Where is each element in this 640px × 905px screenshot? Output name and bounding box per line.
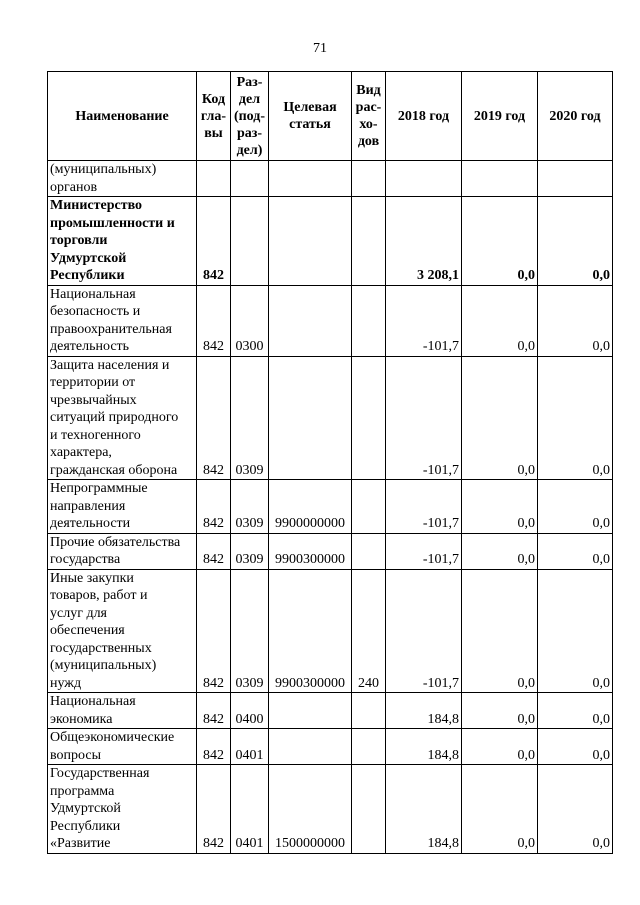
- row-2019: 0,0: [462, 197, 538, 286]
- table-row: [48, 693, 613, 729]
- row-name: Защита населения и территории от чрезвычайных ситуаций природного и техногенного характера, гражданская оборона: [48, 356, 197, 480]
- row-target: 9900000000: [269, 480, 352, 534]
- row-name: Министерство промышленности и торговли Удмуртской Республики: [48, 197, 197, 286]
- row-2019: 0,0: [462, 285, 538, 356]
- row-target: [269, 356, 352, 480]
- row-target: 9900300000: [269, 569, 352, 693]
- row-2018: 184,8: [386, 693, 462, 729]
- row-section: 0300: [231, 285, 269, 356]
- row-name: Национальная экономика: [48, 693, 197, 729]
- table-header-row: [48, 72, 613, 161]
- row-2020: 0,0: [538, 729, 613, 765]
- row-kind: [352, 480, 386, 534]
- row-code: 842: [197, 765, 231, 854]
- header-2019: 2019 год: [462, 72, 538, 161]
- header-name: Наименование: [48, 72, 197, 161]
- row-target: 1500000000: [269, 765, 352, 854]
- row-name: Непрограммные направления деятельности: [48, 480, 197, 534]
- header-kind: Вид рас- хо- дов: [352, 72, 386, 161]
- table-row: [48, 356, 613, 480]
- row-kind: 240: [352, 569, 386, 693]
- row-2018: 184,8: [386, 729, 462, 765]
- row-name: Общеэкономические вопросы: [48, 729, 197, 765]
- row-code: 842: [197, 285, 231, 356]
- row-section: 0309: [231, 356, 269, 480]
- row-2018: 184,8: [386, 765, 462, 854]
- row-kind: [352, 765, 386, 854]
- row-code: 842: [197, 729, 231, 765]
- row-kind: [352, 197, 386, 286]
- row-name: Прочие обязательства государства: [48, 533, 197, 569]
- row-code: 842: [197, 356, 231, 480]
- row-kind: [352, 356, 386, 480]
- row-2020: 0,0: [538, 533, 613, 569]
- row-2020: 0,0: [538, 197, 613, 286]
- table-row: [48, 729, 613, 765]
- row-2019: 0,0: [462, 569, 538, 693]
- header-2018: 2018 год: [386, 72, 462, 161]
- row-2018: -101,7: [386, 480, 462, 534]
- row-2020: [538, 161, 613, 197]
- row-code: 842: [197, 197, 231, 286]
- row-code: 842: [197, 693, 231, 729]
- row-target: [269, 197, 352, 286]
- table-row: [48, 285, 613, 356]
- row-name: Национальная безопасность и правоохранительная деятельность: [48, 285, 197, 356]
- row-target: 9900300000: [269, 533, 352, 569]
- row-code: [197, 161, 231, 197]
- row-2020: 0,0: [538, 356, 613, 480]
- row-kind: [352, 729, 386, 765]
- row-section: 0309: [231, 533, 269, 569]
- row-section: 0401: [231, 729, 269, 765]
- row-2020: 0,0: [538, 693, 613, 729]
- row-2019: 0,0: [462, 729, 538, 765]
- table-row: [48, 161, 613, 197]
- row-2018: -101,7: [386, 285, 462, 356]
- row-section: 0309: [231, 480, 269, 534]
- row-2019: 0,0: [462, 693, 538, 729]
- row-2019: 0,0: [462, 533, 538, 569]
- header-target: Целевая статья: [269, 72, 352, 161]
- row-2018: 3 208,1: [386, 197, 462, 286]
- row-kind: [352, 285, 386, 356]
- row-2018: -101,7: [386, 356, 462, 480]
- row-2020: 0,0: [538, 569, 613, 693]
- table-row: [48, 533, 613, 569]
- row-section: 0401: [231, 765, 269, 854]
- table-row: [48, 765, 613, 854]
- row-2019: [462, 161, 538, 197]
- row-2019: 0,0: [462, 356, 538, 480]
- row-2020: 0,0: [538, 765, 613, 854]
- row-section: [231, 197, 269, 286]
- row-target: [269, 693, 352, 729]
- row-section: 0400: [231, 693, 269, 729]
- row-target: [269, 729, 352, 765]
- row-2019: 0,0: [462, 765, 538, 854]
- row-name: (муниципальных) органов: [48, 161, 197, 197]
- row-code: 842: [197, 480, 231, 534]
- header-section: Раз- дел (под- раз- дел): [231, 72, 269, 161]
- row-kind: [352, 533, 386, 569]
- row-name: Иные закупки товаров, работ и услуг для обеспечения государственных (муниципальных) нужд: [48, 569, 197, 693]
- table-row: [48, 569, 613, 693]
- row-code: 842: [197, 533, 231, 569]
- header-2020: 2020 год: [538, 72, 613, 161]
- row-kind: [352, 693, 386, 729]
- row-2018: -101,7: [386, 569, 462, 693]
- row-2020: 0,0: [538, 480, 613, 534]
- page-number: 71: [313, 41, 327, 56]
- row-target: [269, 161, 352, 197]
- row-name: Государственная программа Удмуртской Республики «Развитие: [48, 765, 197, 854]
- row-2019: 0,0: [462, 480, 538, 534]
- budget-table: [47, 71, 613, 854]
- row-2018: -101,7: [386, 533, 462, 569]
- row-code: 842: [197, 569, 231, 693]
- row-2020: 0,0: [538, 285, 613, 356]
- row-section: [231, 161, 269, 197]
- table-row: [48, 197, 613, 286]
- row-kind: [352, 161, 386, 197]
- table-row: [48, 480, 613, 534]
- header-code: Код гла- вы: [197, 72, 231, 161]
- row-2018: [386, 161, 462, 197]
- row-section: 0309: [231, 569, 269, 693]
- row-target: [269, 285, 352, 356]
